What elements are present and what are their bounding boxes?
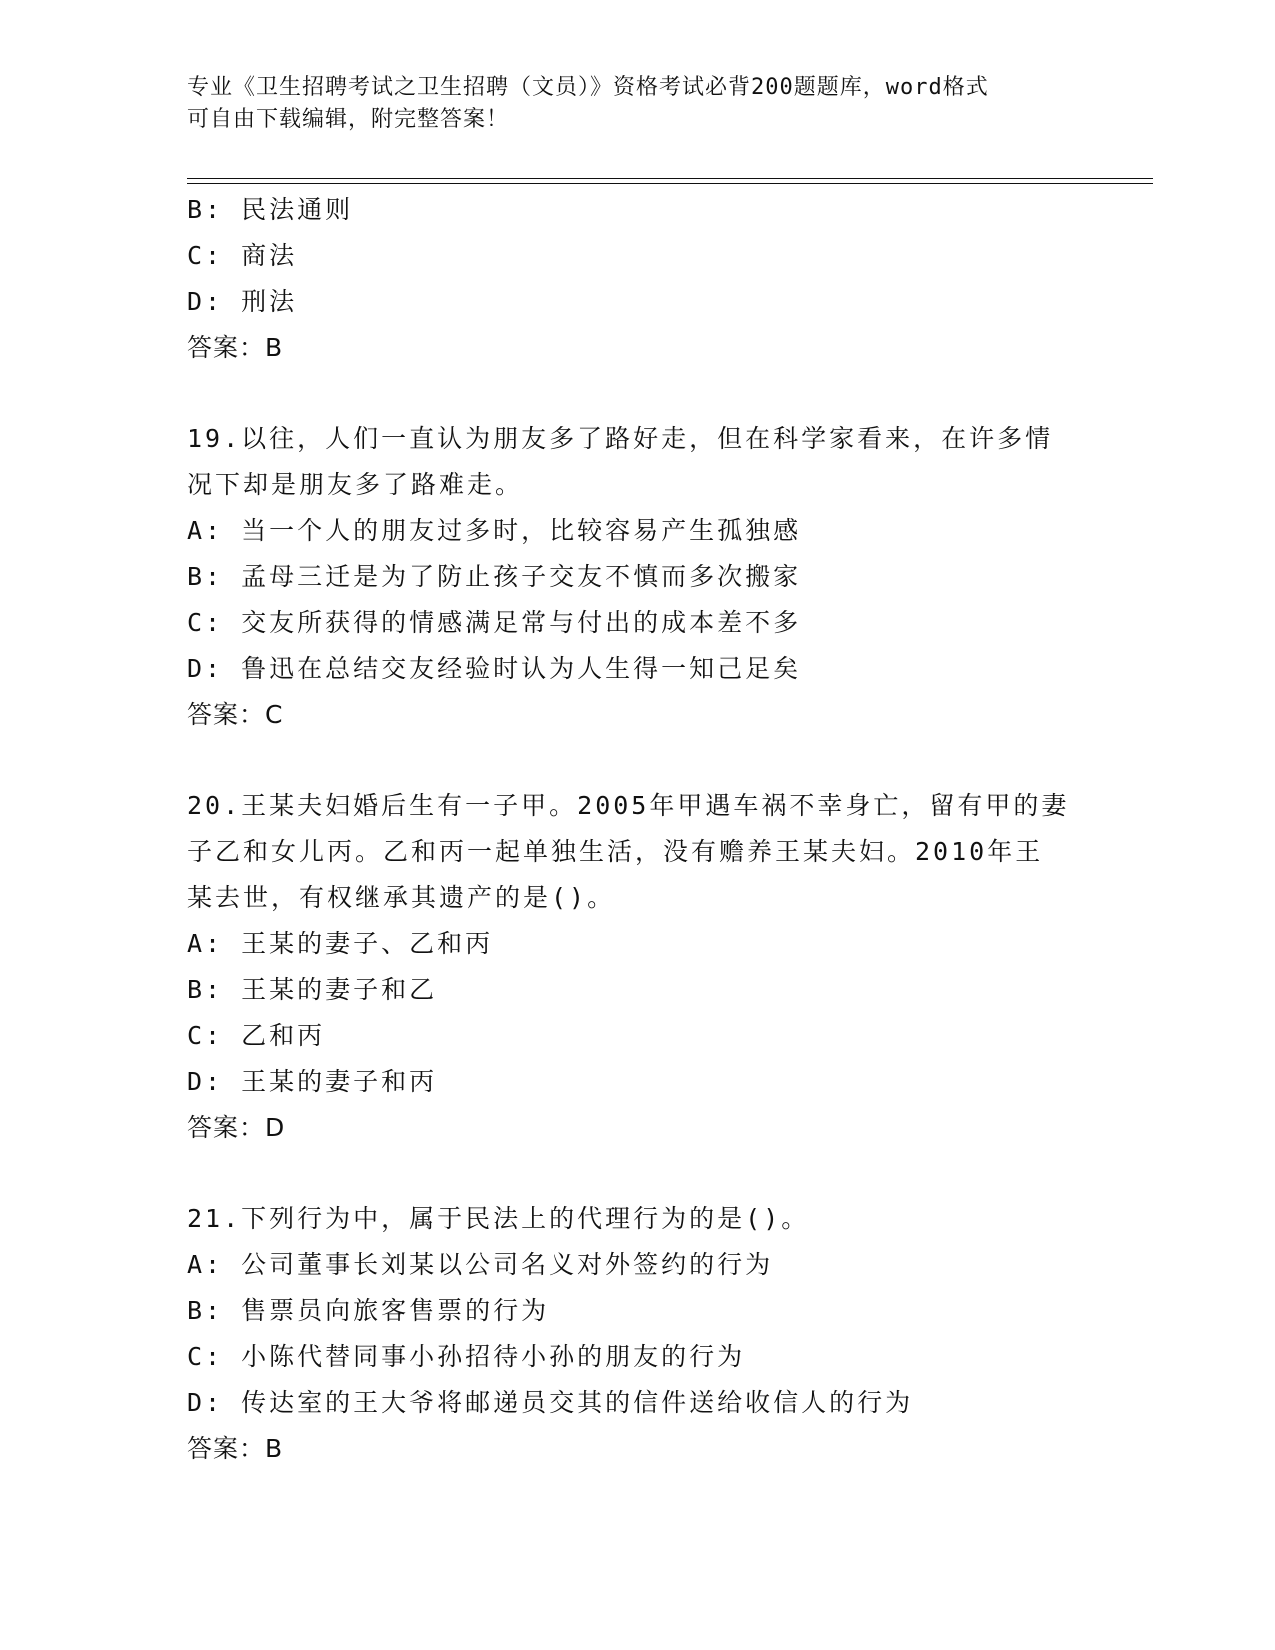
option-c: C: 商法 bbox=[187, 241, 298, 270]
option-c: C: 小陈代替同事小孙招待小孙的朋友的行为 bbox=[187, 1342, 746, 1371]
question-block-21 bbox=[187, 1196, 1087, 1472]
spacer bbox=[187, 1151, 1087, 1196]
option-b: B: 售票员向旅客售票的行为 bbox=[187, 1296, 550, 1325]
option-d: D: 鲁迅在总结交友经验时认为人生得一知己足矣 bbox=[187, 654, 802, 683]
question-stem-line: 21.下列行为中，属于民法上的代理行为的是()。 bbox=[187, 1204, 810, 1233]
question-block-19 bbox=[187, 416, 1087, 738]
question-stem-line: 子乙和女儿丙。乙和丙一起单独生活，没有赡养王某夫妇。2010年王 bbox=[187, 837, 1044, 866]
answer: 答案：B bbox=[187, 1434, 284, 1463]
question-stem-line: 19.以往，人们一直认为朋友多了路好走，但在科学家看来，在许多情 bbox=[187, 424, 1054, 453]
spacer bbox=[187, 738, 1087, 783]
option-a: A: 当一个人的朋友过多时，比较容易产生孤独感 bbox=[187, 516, 802, 545]
option-d: D: 传达室的王大爷将邮递员交其的信件送给收信人的行为 bbox=[187, 1388, 914, 1417]
option-d: D: 刑法 bbox=[187, 287, 298, 316]
option-b: B: 民法通则 bbox=[187, 195, 354, 224]
answer: 答案：C bbox=[187, 700, 284, 729]
page-header bbox=[187, 72, 1087, 136]
header-rule-top bbox=[187, 178, 1153, 179]
header-rule-bottom bbox=[187, 183, 1153, 184]
option-b: B: 王某的妻子和乙 bbox=[187, 975, 438, 1004]
question-block-18 bbox=[187, 187, 1087, 371]
question-stem-line: 况下却是朋友多了路难走。 bbox=[187, 470, 524, 499]
option-d: D: 王某的妻子和丙 bbox=[187, 1067, 438, 1096]
header-line-2: 可自由下载编辑，附完整答案！ bbox=[187, 107, 510, 132]
answer: 答案：B bbox=[187, 333, 284, 362]
option-a: A: 公司董事长刘某以公司名义对外签约的行为 bbox=[187, 1250, 774, 1279]
option-c: C: 交友所获得的情感满足常与付出的成本差不多 bbox=[187, 608, 802, 637]
option-b: B: 孟母三迁是为了防止孩子交友不慎而多次搬家 bbox=[187, 562, 802, 591]
option-c: C: 乙和丙 bbox=[187, 1021, 326, 1050]
question-stem-line: 20.王某夫妇婚后生有一子甲。2005年甲遇车祸不幸身亡，留有甲的妻 bbox=[187, 791, 1070, 820]
question-stem-line: 某去世，有权继承其遗产的是()。 bbox=[187, 883, 616, 912]
answer: 答案：D bbox=[187, 1113, 286, 1142]
header-line-1: 专业《卫生招聘考试之卫生招聘（文员）》资格考试必背200题题库，word格式 bbox=[187, 75, 989, 100]
option-a: A: 王某的妻子、乙和丙 bbox=[187, 929, 494, 958]
question-content bbox=[187, 187, 1087, 1472]
question-block-20 bbox=[187, 783, 1087, 1151]
spacer bbox=[187, 371, 1087, 416]
